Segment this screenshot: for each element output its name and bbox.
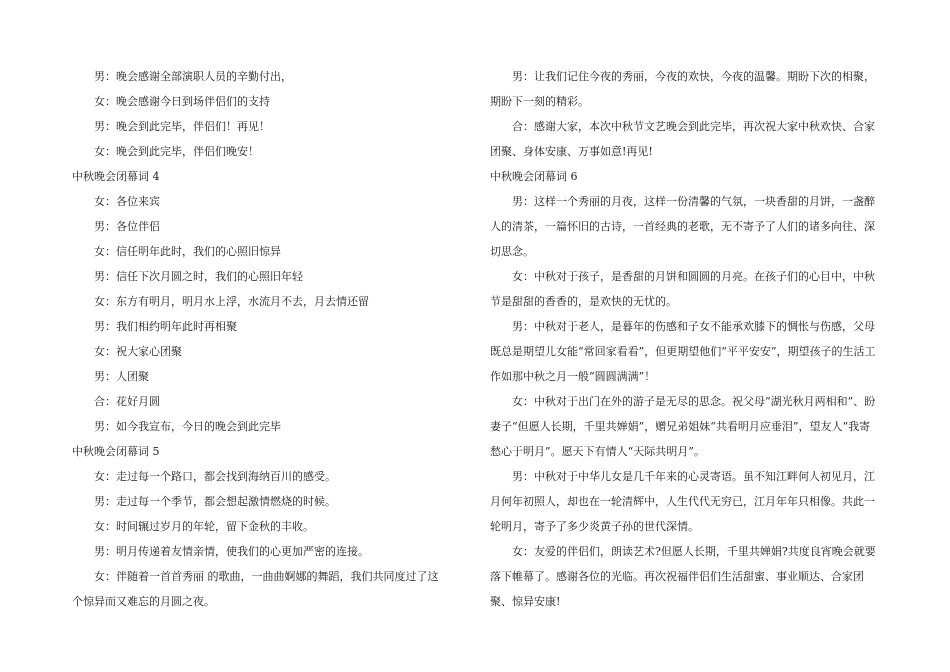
paragraph: 女：中秋对于出门在外的游子是无尽的思念。祝父母“湖光秋月两相和”、盼妻子“但愿人长期，千里共婵娟”，赠兄弟姐妹“共看明月应垂泪”，望友人“我寄愁心于明月”。愿天下有情人“天际共明月”。: [490, 395, 876, 458]
paragraph: 女：信任明年此时，我们的心照旧惊异: [94, 245, 281, 258]
paragraph: 女：晚会到此完毕，伴侣们晚安！: [94, 145, 259, 158]
paragraph: 男：中秋对于老人，是暮年的伤感和子女不能承欢膝下的惆怅与伤感，父母既总是期望儿女能“常回家看看”，但更期望他们“平平安安”，期望孩子的生活工作如那中秋之月一般“圆圆满满”！: [490, 320, 876, 383]
paragraph: 合：花好月圆: [94, 395, 160, 408]
right-column: [490, 64, 876, 614]
paragraph: 女：各位来宾: [94, 195, 160, 208]
paragraph: 男：这样一个秀丽的月夜，这样一份清馨的气氛，一块香甜的月饼，一盏醉人的清茶，一篇怀旧的古诗，一首经典的老歌，无不寄予了人们的诸多向往、深切思念。: [490, 195, 875, 258]
paragraph: 男：晚会到此完毕，伴侣们！再见！: [94, 120, 270, 133]
section-heading: 中秋晚会闭幕词 5: [72, 445, 160, 458]
paragraph: 女：走过每一个路口，都会找到海纳百川的感受。: [94, 470, 336, 483]
paragraph: 男：如今我宣布，今日的晚会到此完毕: [94, 420, 281, 433]
paragraph: 男：明月传递着友情亲情，使我们的心更加严密的连接。: [94, 545, 369, 558]
paragraph: 女：祝大家心团聚: [94, 345, 182, 358]
paragraph: 男：走过每一个季节，都会想起激情燃烧的时候。: [94, 495, 336, 508]
paragraph: 合：感谢大家，本次中秋节文艺晚会到此完毕，再次祝大家中秋欢快、合家团聚、身体安康、万事如意!再见!: [490, 120, 875, 158]
paragraph: 女：中秋对于孩子，是香甜的月饼和圆圆的月亮。在孩子们的心目中，中秋节是甜甜的香香的，是欢快的无忧的。: [490, 270, 875, 308]
paragraph: 男：信任下次月圆之时，我们的心照旧年轻: [94, 270, 303, 283]
paragraph: 女：友爱的伴侣们，朗读艺术?但愿人长期，千里共婵娟?共度良宵晚会就要落下帷幕了。感谢各位的光临。再次祝福伴侣们生活甜蜜、事业顺达、合家团聚、惊异安康!: [490, 545, 876, 608]
paragraph: 男：中秋对于中华儿女是几千年来的心灵寄语。虽不知江畔何人初见月，江月何年初照人，却也在一轮清辉中，人生代代无穷已，江月年年只相像。共此一轮明月，寄予了多少炎黄子孙的世代深情。: [490, 470, 875, 533]
paragraph: 女：时间辗过岁月的年轮，留下金秋的丰收。: [94, 520, 314, 533]
paragraph: 女：晚会感谢今日到场伴侣们的支持: [94, 95, 270, 108]
paragraph: 男：我们相约明年此时再相聚: [94, 320, 237, 333]
paragraph: 男：各位伴侣: [94, 220, 160, 233]
paragraph: 女：东方有明月，明月水上浮，水流月不去，月去情还留: [94, 295, 369, 308]
paragraph: 女：伴随着一首首秀丽 的歌曲，一曲曲婀娜的舞蹈，我们共同度过了这个惊异而又难忘的月圆之夜。: [72, 570, 439, 608]
left-column: [72, 64, 444, 614]
paragraph: 男：人团聚: [94, 370, 149, 383]
section-heading: 中秋晚会闭幕词 4: [72, 170, 160, 183]
paragraph: 男：让我们记住今夜的秀丽，今夜的欢快，今夜的温馨。期盼下次的相聚，期盼下一刻的精彩。: [490, 70, 875, 108]
section-heading: 中秋晚会闭幕词 6: [490, 170, 578, 183]
paragraph: 男：晚会感谢全部演职人员的辛勤付出，: [94, 70, 292, 83]
